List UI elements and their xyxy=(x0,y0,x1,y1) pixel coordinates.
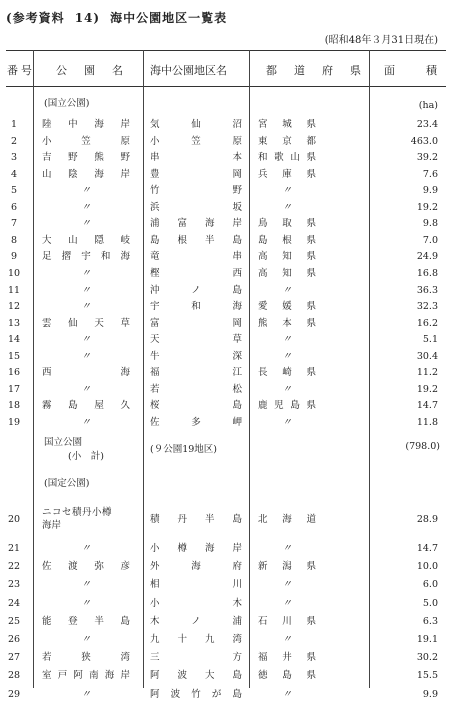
area-name: 浦富海岸 xyxy=(150,218,242,230)
prefecture: 〃 xyxy=(282,185,292,197)
prefecture: 鳥取県 xyxy=(258,218,316,230)
area-size: 23.4 xyxy=(416,119,438,130)
park-name: 〃 xyxy=(81,350,91,362)
area-size: 32.3 xyxy=(416,301,438,313)
prefecture: 〃 xyxy=(282,284,292,296)
title-number: 14) xyxy=(74,11,101,25)
area-name: 若松 xyxy=(150,383,242,395)
park-name: 〃 xyxy=(81,634,91,645)
park-name: 〃 xyxy=(81,284,91,296)
prefecture: 和歌山県 xyxy=(258,152,316,164)
area-name: 富岡 xyxy=(150,317,242,329)
prefecture: 〃 xyxy=(282,597,292,609)
area-size: 9.8 xyxy=(422,218,438,230)
row-number: 11 xyxy=(7,284,21,296)
row-number: 17 xyxy=(7,383,21,395)
prefecture: 〃 xyxy=(282,688,292,700)
area-size: 28.9 xyxy=(416,514,438,525)
row-number: 28 xyxy=(7,670,21,682)
row-number: 16 xyxy=(7,367,21,379)
prefecture: 福井県 xyxy=(258,652,316,664)
row-number: 1 xyxy=(10,119,18,130)
prefecture: 熊本県 xyxy=(258,317,316,329)
column-divider xyxy=(33,50,34,688)
section-national-parks: (国立公園) xyxy=(44,98,90,109)
park-name: 雲仙天草 xyxy=(42,317,130,329)
area-size: 19.1 xyxy=(416,634,438,645)
area-name: 串本 xyxy=(150,152,242,164)
area-size: 6.3 xyxy=(422,615,438,627)
row-number: 23 xyxy=(7,579,21,591)
area-size: 14.7 xyxy=(416,400,438,412)
area-name: 竹野 xyxy=(150,185,242,197)
area-name: 阿波大島 xyxy=(150,670,242,682)
row-number: 26 xyxy=(7,634,21,645)
row-number: 12 xyxy=(7,301,21,313)
area-size: 7.6 xyxy=(422,168,438,180)
prefecture: 東京都 xyxy=(258,135,316,147)
column-divider xyxy=(369,50,370,688)
park-name: 小笠原 xyxy=(42,135,130,147)
park-name: 〃 xyxy=(81,218,91,230)
row-number: 9 xyxy=(10,251,18,263)
prefecture: 高知県 xyxy=(258,267,316,279)
title-name: 海中公園地区一覧表 xyxy=(110,11,228,25)
area-size: 9.9 xyxy=(422,688,438,700)
area-name: 浜坂 xyxy=(150,201,242,213)
park-name: 〃 xyxy=(81,267,91,279)
header-prefecture: 都 道 府 県 xyxy=(266,64,364,77)
park-name: 能登半島 xyxy=(42,615,130,627)
prefecture: 〃 xyxy=(282,350,292,362)
area-size: 11.2 xyxy=(416,367,438,379)
row-number: 6 xyxy=(10,201,18,213)
area-name: 小樽海岸 xyxy=(150,543,242,554)
area-name: 木ノ浦 xyxy=(150,615,242,627)
area-size: 9.9 xyxy=(422,185,438,197)
document-title xyxy=(6,9,227,26)
park-name: 〃 xyxy=(81,383,91,395)
park-name: 室戸阿南海岸 xyxy=(42,670,130,682)
prefecture: 愛媛県 xyxy=(258,301,316,313)
prefecture: 〃 xyxy=(282,201,292,213)
park-name: 〃 xyxy=(81,688,91,700)
area-size: 14.7 xyxy=(416,543,438,554)
column-divider xyxy=(143,50,144,688)
prefecture: 島根県 xyxy=(258,234,316,246)
row-number: 13 xyxy=(7,317,21,329)
prefecture: 〃 xyxy=(282,579,292,591)
row-number: 3 xyxy=(10,152,18,164)
row-number: 24 xyxy=(7,597,21,609)
area-name: 阿波竹が島 xyxy=(150,688,242,700)
prefecture: 長崎県 xyxy=(258,367,316,379)
row-number: 20 xyxy=(7,514,21,525)
area-size: 15.5 xyxy=(416,670,438,682)
park-name-line2: 海岸 xyxy=(42,520,62,531)
park-name: 大山隠岐 xyxy=(42,234,130,246)
park-name: 〃 xyxy=(81,543,91,554)
area-name: 小笠原 xyxy=(150,135,242,147)
area-name: 積丹半島 xyxy=(150,514,242,525)
area-name: 宇和海 xyxy=(150,301,242,313)
area-size: 30.4 xyxy=(416,350,438,362)
prefecture: 新潟県 xyxy=(258,561,316,573)
area-size: 24.9 xyxy=(416,251,438,263)
area-name: 気仙沼 xyxy=(150,119,242,130)
header-number: 番号 xyxy=(7,64,35,77)
header-bottom-border xyxy=(6,86,446,87)
park-name: 若狭湾 xyxy=(42,652,130,664)
row-number: 25 xyxy=(7,615,21,627)
row-number: 15 xyxy=(7,350,21,362)
area-name: 桜島 xyxy=(150,400,242,412)
row-number: 2 xyxy=(10,135,18,147)
row-number: 14 xyxy=(7,334,21,346)
prefecture: 徳島県 xyxy=(258,670,316,682)
park-name: 〃 xyxy=(81,201,91,213)
park-name: 佐渡弥彦 xyxy=(42,561,130,573)
prefecture: 〃 xyxy=(282,543,292,554)
as-of-date: (昭和48年３月31日現在) xyxy=(324,35,438,46)
area-name: 天草 xyxy=(150,334,242,346)
prefecture: 兵庫県 xyxy=(258,168,316,180)
prefecture: 高知県 xyxy=(258,251,316,263)
area-name: 牛深 xyxy=(150,350,242,362)
prefecture: 鹿児島県 xyxy=(258,400,316,412)
area-size: 39.2 xyxy=(416,152,438,164)
park-name: 山陰海岸 xyxy=(42,168,130,180)
section-quasi-national-parks: (国定公園) xyxy=(44,478,90,489)
area-size: 30.2 xyxy=(416,652,438,664)
prefecture: 〃 xyxy=(282,416,292,428)
row-number: 10 xyxy=(7,267,21,279)
area-name: 外海府 xyxy=(150,561,242,573)
unit-label: (ha) xyxy=(418,100,438,111)
park-name: 〃 xyxy=(81,185,91,197)
title-prefix: (参考資料 xyxy=(6,11,65,25)
prefecture: 宮城県 xyxy=(258,119,316,130)
area-size: 463.0 xyxy=(410,135,438,147)
area-size: 5.1 xyxy=(422,334,438,346)
area-size: 10.0 xyxy=(416,561,438,573)
row-number: 29 xyxy=(7,688,21,700)
area-size: 16.8 xyxy=(416,267,438,279)
park-name: 〃 xyxy=(81,597,91,609)
area-name: 沖ノ島 xyxy=(150,284,242,296)
area-size: 7.0 xyxy=(422,234,438,246)
header-park-name: 公 園 名 xyxy=(56,64,126,77)
subtotal-total: (798.0) xyxy=(405,441,440,452)
park-name: 〃 xyxy=(81,416,91,428)
park-name: 陸中海岸 xyxy=(42,119,130,130)
area-name: 佐多岬 xyxy=(150,416,242,428)
header-area-size: 面 積 xyxy=(384,64,440,77)
area-name: 九十九湾 xyxy=(150,634,242,645)
subtotal-count: (９公園19地区) xyxy=(150,444,218,455)
area-size: 16.2 xyxy=(416,317,438,329)
row-number: 22 xyxy=(7,561,21,573)
prefecture: 石川県 xyxy=(258,615,316,627)
column-divider xyxy=(249,50,250,688)
park-name: ニコセ積丹小樽 xyxy=(42,507,113,518)
row-number: 7 xyxy=(10,218,18,230)
subtotal-sublabel: (小 計) xyxy=(68,451,104,462)
area-size: 19.2 xyxy=(416,383,438,395)
park-name: 〃 xyxy=(81,579,91,591)
row-number: 5 xyxy=(10,185,18,197)
row-number: 27 xyxy=(7,652,21,664)
area-size: 36.3 xyxy=(416,284,438,296)
park-name: 西海 xyxy=(42,367,130,379)
area-name: 三方 xyxy=(150,652,242,664)
row-number: 21 xyxy=(7,543,21,554)
area-size: 11.8 xyxy=(416,416,438,428)
prefecture: 北海道 xyxy=(258,514,316,525)
area-size: 19.2 xyxy=(416,201,438,213)
table-top-border xyxy=(6,50,446,51)
header-area-name: 海中公園地区名 xyxy=(150,64,227,77)
park-name: 〃 xyxy=(81,334,91,346)
area-size: 5.0 xyxy=(422,597,438,609)
row-number: 18 xyxy=(7,400,21,412)
row-number: 19 xyxy=(7,416,21,428)
area-name: 樫西 xyxy=(150,267,242,279)
park-name: 〃 xyxy=(81,301,91,313)
park-name: 吉野熊野 xyxy=(42,152,130,164)
subtotal-label: 国立公園 xyxy=(44,437,83,448)
area-size: 6.0 xyxy=(422,579,438,591)
area-name: 島根半島 xyxy=(150,234,242,246)
park-name: 霧島屋久 xyxy=(42,400,130,412)
area-name: 小木 xyxy=(150,597,242,609)
area-name: 相川 xyxy=(150,579,242,591)
row-number: 8 xyxy=(10,234,18,246)
prefecture: 〃 xyxy=(282,334,292,346)
prefecture: 〃 xyxy=(282,383,292,395)
row-number: 4 xyxy=(10,168,18,180)
area-name: 福江 xyxy=(150,367,242,379)
park-name: 足摺宇和海 xyxy=(42,251,130,263)
marine-park-table xyxy=(0,50,452,700)
prefecture: 〃 xyxy=(282,634,292,645)
area-name: 竜串 xyxy=(150,251,242,263)
area-name: 豊岡 xyxy=(150,168,242,180)
